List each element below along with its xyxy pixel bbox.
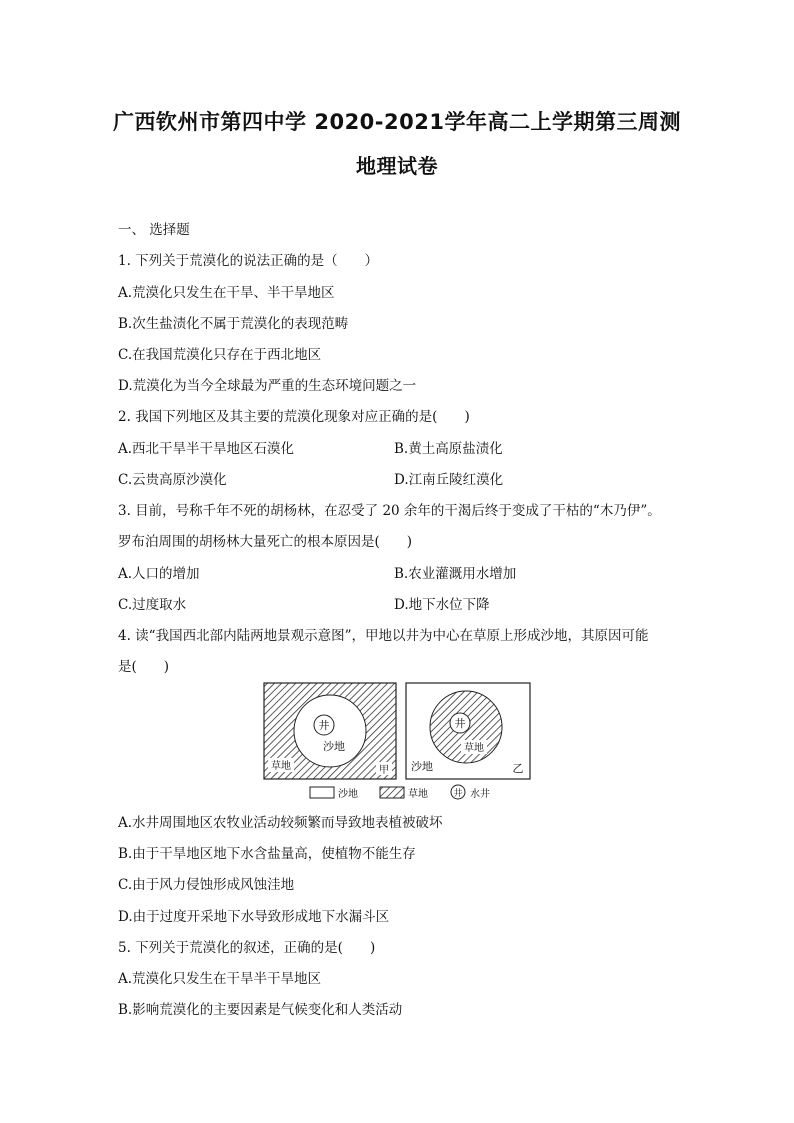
legend-well-label: 水井 [470,789,490,800]
map-yi-well-label: 井 [454,717,466,730]
legend-sand-label: 沙地 [338,789,358,800]
question-4-option-b: B.由于干旱地区地下水含盐量高，使植物不能生存 [118,846,416,862]
question-3-option-d: D.地下水位下降 [394,597,490,613]
question-4-option-d: D.由于过度开采地下水导致形成地下水漏斗区 [118,909,390,925]
question-1-option-b: B.次生盐渍化不属于荒漠化的表现范畴 [118,316,349,332]
question-2-option-b: B.黄土高原盐渍化 [394,441,503,457]
question-4-stem-line2: 是( ) [118,659,170,675]
question-2-option-a: A.西北干旱半干旱地区石漠化 [118,441,295,457]
question-3-option-c: C.过度取水 [118,597,187,613]
question-1-stem: 1. 下列关于荒漠化的说法正确的是（ ） [118,253,379,269]
landscape-figure [262,681,532,803]
question-5-option-b: B.影响荒漠化的主要因素是气候变化和人类活动 [118,1002,403,1018]
question-5-stem: 5. 下列关于荒漠化的叙述，正确的是( ) [118,940,376,956]
map-yi [406,683,530,779]
document-title: 广西钦州市第四中学 2020-2021学年高二上学期第三周测 [113,110,681,134]
question-2-stem: 2. 我国下列地区及其主要的荒漠化现象对应正确的是( ) [118,409,470,425]
question-1-option-a: A.荒漠化只发生在干旱、半干旱地区 [118,285,335,301]
legend-well-symbol: 井 [453,789,463,799]
question-3-option-a: A.人口的增加 [118,566,200,582]
question-1-option-d: D.荒漠化为当今全球最为严重的生态环境问题之一 [118,378,417,394]
question-3-stem-line2: 罗布泊周围的胡杨林大量死亡的根本原因是( ) [118,534,413,550]
question-1-option-c: C.在我国荒漠化只存在于西北地区 [118,347,322,363]
question-4-option-a: A.水井周围地区农牧业活动较频繁而导致地表植被破坏 [118,815,443,831]
question-4-stem-line1: 4. 读“我国西北部内陆两地景观示意图”，甲地以井为中心在草原上形成沙地，其原因可能 [118,628,649,644]
figure-legend [310,785,490,800]
map-jia-name: 甲 [379,765,389,776]
legend-grass-label: 草地 [408,789,428,800]
map-jia-grass-label: 草地 [271,761,291,772]
question-2-option-c: C.云贵高原沙漠化 [118,472,227,488]
map-yi-name: 乙 [512,762,524,775]
map-jia-sand-label: 沙地 [323,740,345,753]
map-yi-sand-label: 沙地 [411,760,433,773]
map-yi-grass-label: 草地 [464,743,484,754]
question-3-option-b: B.农业灌溉用水增加 [394,566,517,582]
question-2-option-d: D.江南丘陵红漠化 [394,472,504,488]
question-3-stem-line1: 3. 目前，号称千年不死的胡杨林，在忍受了 20 余年的干渴后终于变成了干枯的“木乃伊”。 [118,503,661,519]
section-heading: 一、 选择题 [118,222,190,238]
map-jia [264,683,396,779]
question-4-option-c: C.由于风力侵蚀形成风蚀洼地 [118,877,295,893]
question-5-option-a: A.荒漠化只发生在干旱半干旱地区 [118,971,322,987]
map-jia-well-label: 井 [318,719,330,732]
document-subtitle: 地理试卷 [356,154,438,178]
